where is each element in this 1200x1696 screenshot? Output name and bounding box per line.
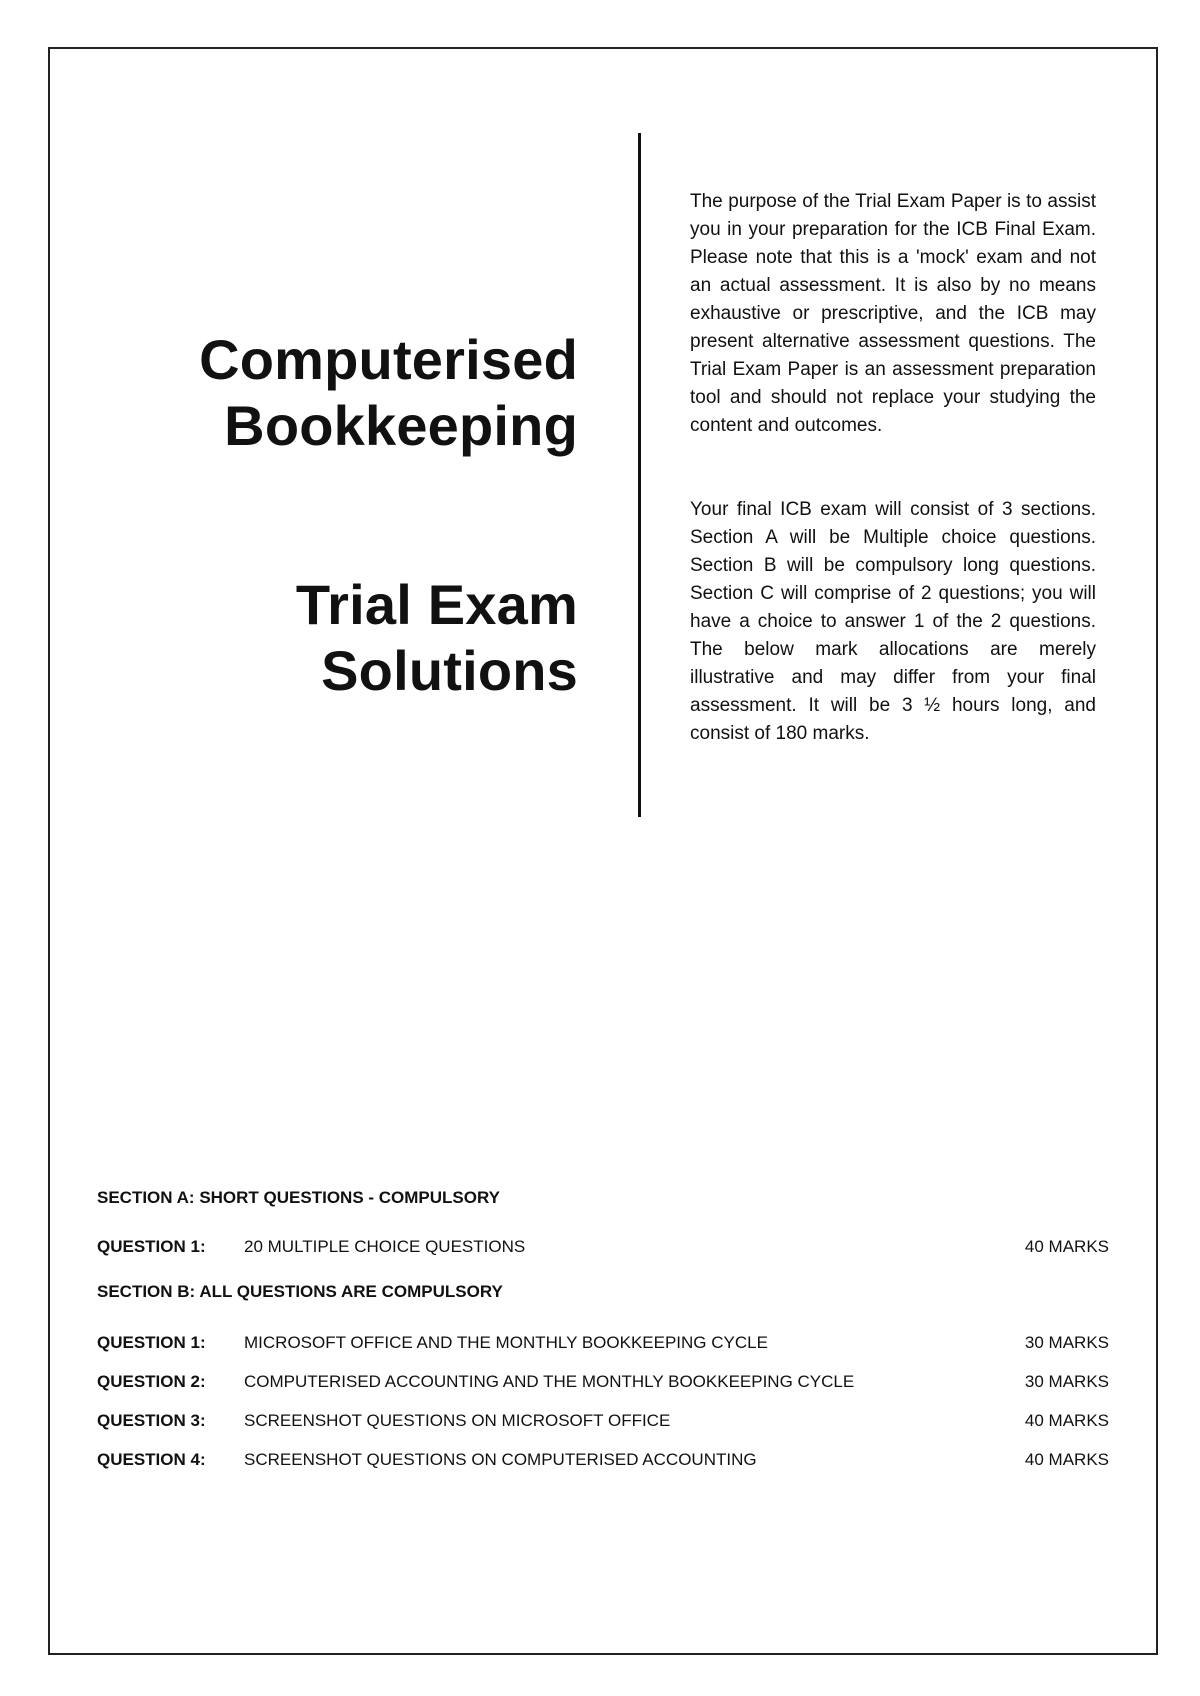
question-marks: 40 MARKS: [1024, 1411, 1109, 1430]
section-b-question-row: [97, 1331, 1109, 1355]
intro-paragraph-purpose: The purpose of the Trial Exam Paper is to assist you in your preparation for the ICB Final Exam. Please note that this is a 'mock' exam and not an actual assessment. It is also by no means exhaustive or prescriptive, and the ICB may present alternative assessment questions. The Trial Exam Paper is an assessment preparation tool and should not replace your studying the content and outcomes.: [690, 191, 1096, 436]
question-label: QUESTION 4:: [97, 1450, 206, 1469]
intro-paragraph-structure: Your final ICB exam will consist of 3 sections. Section A will be Multiple choice questions. Section B will be compulsory long questions. Section C will comprise of 2 questions; you will have a choice to answer 1 of the 2 questions. The below mark allocations are merely illustrative and may differ from your final assessment. It will be 3 ½ hours long, and consist of 180 marks.: [690, 499, 1096, 744]
question-marks: 30 MARKS: [1024, 1333, 1109, 1352]
title-line-2: Bookkeeping: [224, 394, 578, 457]
section-a-heading: SECTION A: SHORT QUESTIONS - COMPULSORY: [97, 1188, 500, 1207]
question-description: COMPUTERISED ACCOUNTING AND THE MONTHLY BOOKKEEPING CYCLE: [244, 1372, 855, 1391]
question-label: QUESTION 1:: [97, 1237, 206, 1256]
document-title: [120, 327, 578, 459]
section-a-question-row: [97, 1235, 1109, 1259]
question-marks: 40 MARKS: [1024, 1450, 1109, 1469]
title-line-1: Computerised: [199, 328, 578, 391]
vertical-divider: [638, 133, 641, 817]
question-label: QUESTION 2:: [97, 1372, 206, 1391]
question-marks: 40 MARKS: [1024, 1237, 1109, 1256]
section-b-question-row: [97, 1448, 1109, 1472]
question-label: QUESTION 3:: [97, 1411, 206, 1430]
question-description: 20 MULTIPLE CHOICE QUESTIONS: [244, 1237, 526, 1256]
question-description: SCREENSHOT QUESTIONS ON MICROSOFT OFFICE: [244, 1411, 671, 1430]
title-line-3: Trial Exam: [295, 573, 578, 636]
section-b-question-row: [97, 1409, 1109, 1433]
title-line-4: Solutions: [321, 639, 578, 702]
document-subtitle: [120, 572, 578, 704]
section-b-question-row: [97, 1370, 1109, 1394]
section-b-heading: SECTION B: ALL QUESTIONS ARE COMPULSORY: [97, 1282, 503, 1301]
question-description: MICROSOFT OFFICE AND THE MONTHLY BOOKKEEPING CYCLE: [244, 1333, 768, 1352]
question-description: SCREENSHOT QUESTIONS ON COMPUTERISED ACCOUNTING: [244, 1450, 757, 1469]
mark-allocation-table: [97, 1186, 1109, 1472]
question-marks: 30 MARKS: [1024, 1372, 1109, 1391]
question-label: QUESTION 1:: [97, 1333, 206, 1352]
